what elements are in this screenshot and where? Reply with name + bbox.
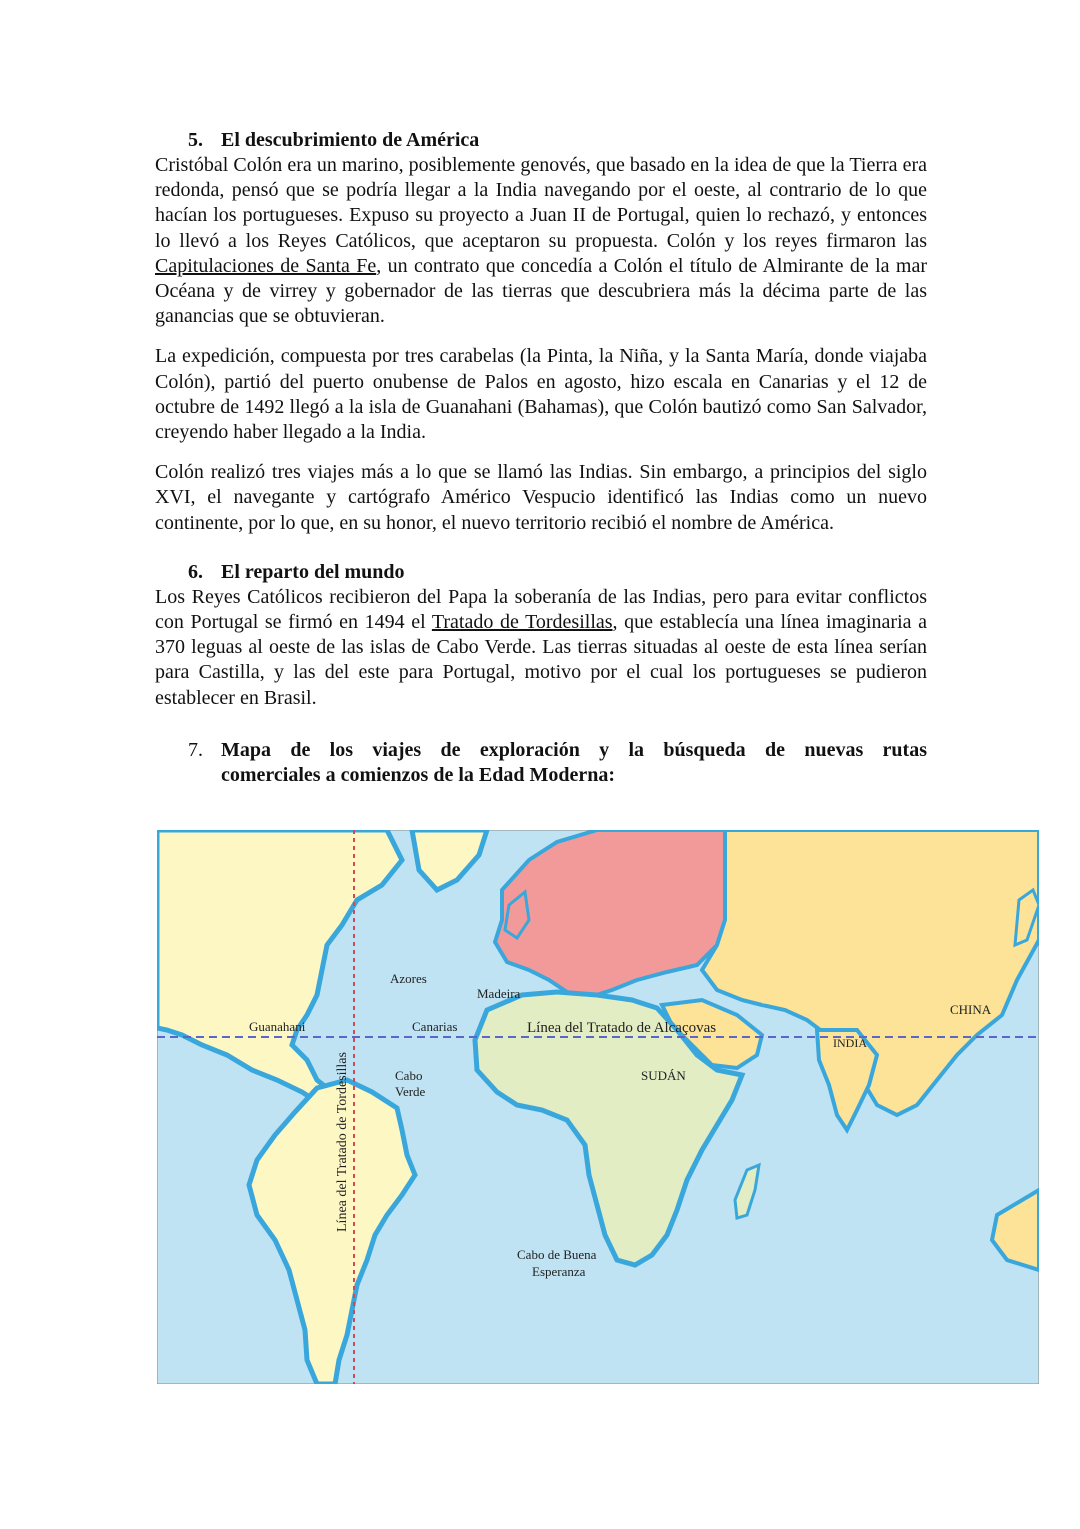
section-number: 5. xyxy=(188,129,203,151)
section-number: 7. xyxy=(188,738,203,761)
section-title-line-2: comerciales a comienzos de la Edad Moderna: xyxy=(221,763,616,786)
map-image xyxy=(157,830,1039,1384)
section-title-line-1: Mapa de los viajes de exploración y la búsqueda de nuevas rutas xyxy=(221,738,927,761)
section-6-paragraph-1 xyxy=(155,585,927,711)
label-canarias: Canarias xyxy=(412,1019,458,1034)
label-china: CHINA xyxy=(950,1002,992,1017)
label-sudan: SUDÁN xyxy=(641,1068,686,1083)
label-guanahani: Guanahani xyxy=(249,1019,306,1034)
label-madeira: Madeira xyxy=(477,986,521,1001)
text-run: Los Reyes Católicos recibieron del Papa la soberanía de las Indias, pero para evitar conflictos con Portugal se firmó en 1494 el xyxy=(155,585,927,634)
label-buena-esperanza-1: Cabo de Buena xyxy=(517,1247,597,1262)
section-5-heading xyxy=(155,128,927,153)
label-tordesillas: Línea del Tratado de Tordesillas xyxy=(335,1052,350,1232)
tordesillas-link[interactable]: Tratado de Tordesillas xyxy=(431,611,613,634)
label-india: INDIA xyxy=(833,1036,867,1050)
label-cabo-verde-1: Cabo xyxy=(395,1068,423,1083)
exploration-map xyxy=(157,830,1039,1384)
text-run: , que establecía una línea imaginaria a 370 leguas al oeste de las islas de Cabo Verde. Las tierras situadas al oeste de esta línea serían para Castilla, y las del este para Portugal, motivo por el cual los portugueses se pudieron establecer en Brasil. xyxy=(155,611,927,709)
text-run: , un contrato que concedía a Colón el título de Almirante de la mar Océana y de virrey y gobernador de las tierras que descubriera más la décima parte de las ganancias que se obtuvieran. xyxy=(155,254,927,328)
document-page xyxy=(155,128,927,788)
section-5-paragraph-3: Colón realizó tres viajes más a lo que se llamó las Indias. Sin embargo, a principios del siglo XVI, el navegante y cartógrafo Américo Vespucio identificó las Indias como un nuevo continente, por lo que, en su honor, el nuevo territorio recibió el nombre de América. xyxy=(155,461,927,534)
section-number: 6. xyxy=(188,560,203,583)
label-cabo-verde-2: Verde xyxy=(395,1084,426,1099)
section-7-heading xyxy=(155,738,927,788)
section-title: El reparto del mundo xyxy=(221,560,405,583)
label-buena-esperanza-2: Esperanza xyxy=(532,1264,586,1279)
label-alcacovas: Línea del Tratado de Alcaçovas xyxy=(527,1020,717,1036)
section-title: El descubrimiento de América xyxy=(221,129,480,151)
section-6-heading xyxy=(155,560,927,585)
text-run: Cristóbal Colón era un marino, posiblemente genovés, que basado en la idea de que la Tierra era redonda, pensó que se podría llegar a la India navegando por el oeste, al contrario de lo que hacían los portugueses. Expuso su proyecto a Juan II de Portugal, quien lo rechazó, y entonces lo llevó a los Reyes Católicos, que aceptaron su propuesta. Colón y los reyes firmaron las xyxy=(155,154,927,252)
capitulaciones-link[interactable]: Capitulaciones de Santa Fe xyxy=(155,254,377,277)
section-5-paragraph-1 xyxy=(155,153,927,329)
label-azores: Azores xyxy=(390,971,427,986)
section-5-paragraph-2: La expedición, compuesta por tres carabelas (la Pinta, la Niña, y la Santa María, donde viajaba Colón), partió del puerto onubense de Palos en agosto, hizo escala en Canarias y el 12 de octubre de 1492 llegó a la isla de Guanahani (Bahamas), que Colón bautizó como San Salvador, creyendo haber llegado a la India. xyxy=(155,345,927,444)
